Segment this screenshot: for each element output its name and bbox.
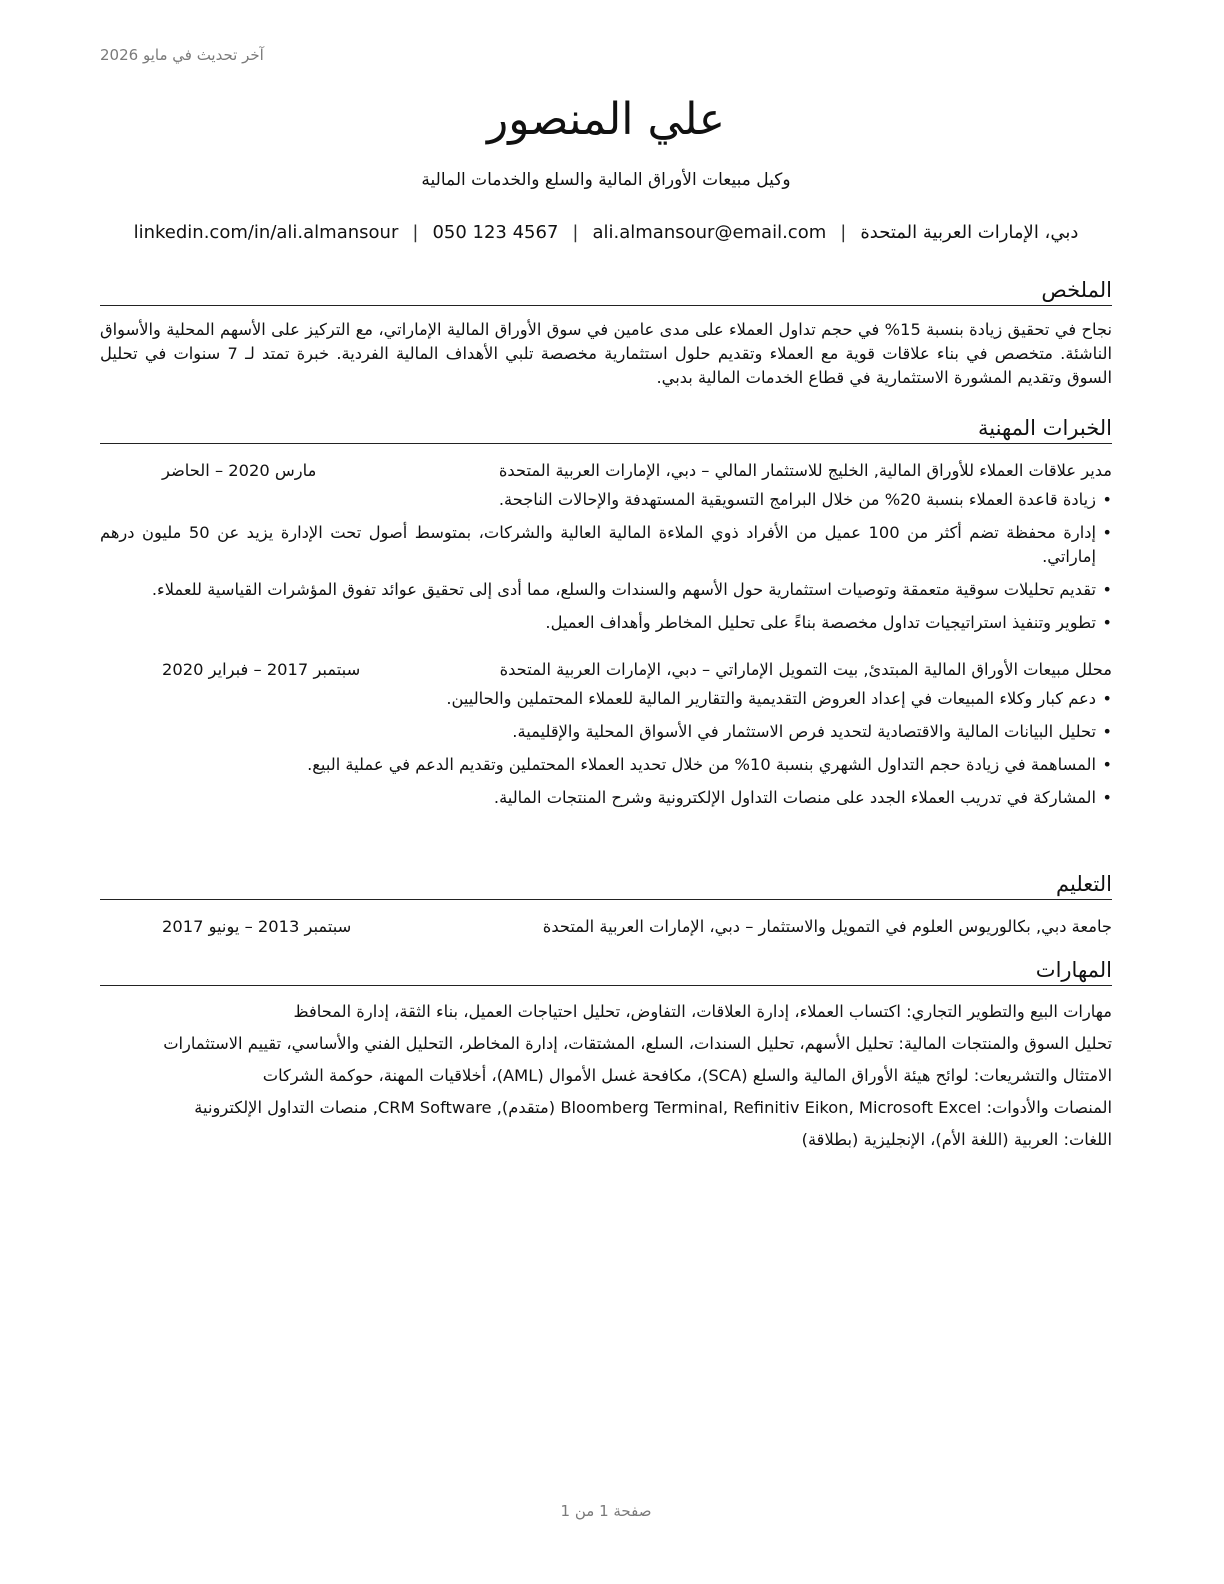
contact-line bbox=[100, 222, 1112, 243]
job-role: مدير علاقات العملاء للأوراق المالية, الخليج للاستثمار المالي – دبي، الإمارات العربية المتحدة bbox=[498, 461, 1112, 480]
list-item: • المساهمة في زيادة حجم التداول الشهري بنسبة 10% من خلال تحديد العملاء المحتملين وتقديم الدعم في عملية البيع. bbox=[100, 753, 1112, 777]
job-bullets bbox=[100, 488, 1112, 635]
education-degree: جامعة دبي, بكالوريوس العلوم في التمويل والاستثمار – دبي، الإمارات العربية المتحدة bbox=[542, 917, 1112, 936]
summary-section bbox=[100, 276, 1112, 390]
job-header bbox=[100, 458, 1112, 484]
job-bullets bbox=[100, 687, 1112, 810]
contact-separator: | bbox=[840, 222, 847, 243]
page-number: صفحة 1 من 1 bbox=[560, 1502, 652, 1520]
education-heading: التعليم bbox=[100, 870, 1112, 900]
list-item: • تطوير وتنفيذ استراتيجيات تداول مخصصة بناءً على تحليل المخاطر وأهداف العميل. bbox=[100, 611, 1112, 635]
list-item: • تقديم تحليلات سوقية متعمقة وتوصيات استثمارية حول الأسهم والسندات والسلع، مما أدى إلى تحقيق عوائد تفوق المؤشرات القياسية للعملاء. bbox=[100, 578, 1112, 602]
skill-line: مهارات البيع والتطوير التجاري: اكتساب العملاء، إدارة العلاقات، التفاوض، تحليل احتياجات العميل، بناء الثقة، إدارة المحافظ bbox=[293, 1002, 1112, 1021]
skills-heading: المهارات bbox=[100, 956, 1112, 986]
contact-linkedin[interactable]: linkedin.com/in/ali.almansour bbox=[133, 222, 399, 243]
last-updated: آخر تحديث في مايو 2026 bbox=[100, 46, 264, 64]
education-entry bbox=[100, 914, 1112, 940]
education-dates: سبتمبر 2013 – يونيو 2017 bbox=[162, 917, 352, 936]
list-item: • المشاركة في تدريب العملاء الجدد على منصات التداول الإلكترونية وشرح المنتجات المالية. bbox=[100, 786, 1112, 810]
candidate-name: علي المنصور bbox=[487, 94, 725, 145]
job-role: محلل مبيعات الأوراق المالية المبتدئ, بيت التمويل الإماراتي – دبي، الإمارات العربية المتحدة bbox=[499, 660, 1112, 679]
list-item: • تحليل البيانات المالية والاقتصادية لتحديد فرص الاستثمار في الأسواق المحلية والإقليمية. bbox=[100, 720, 1112, 744]
contact-separator: | bbox=[572, 222, 579, 243]
job-dates: مارس 2020 – الحاضر bbox=[162, 461, 317, 480]
skill-line: اللغات: العربية (اللغة الأم)، الإنجليزية (بطلاقة) bbox=[801, 1130, 1112, 1149]
job-entry bbox=[100, 657, 1112, 810]
job-dates: سبتمبر 2017 – فبراير 2020 bbox=[162, 660, 361, 679]
resume-page bbox=[100, 0, 1112, 1584]
skill-line: الامتثال والتشريعات: لوائح هيئة الأوراق المالية والسلع (SCA)، مكافحة غسل الأموال (AML)، أخلاقيات المهنة، حوكمة الشركات bbox=[262, 1066, 1112, 1085]
job-header bbox=[100, 657, 1112, 683]
experience-section bbox=[100, 414, 1112, 819]
contact-separator: | bbox=[412, 222, 419, 243]
skills-list bbox=[100, 1000, 1112, 1152]
contact-phone: 050 123 4567 bbox=[432, 222, 559, 243]
skills-section bbox=[100, 956, 1112, 1160]
candidate-title: وكيل مبيعات الأوراق المالية والسلع والخدمات المالية bbox=[421, 170, 791, 190]
experience-heading: الخبرات المهنية bbox=[100, 414, 1112, 444]
summary-heading: الملخص bbox=[100, 276, 1112, 306]
list-item: • إدارة محفظة تضم أكثر من 100 عميل من الأفراد ذوي الملاءة المالية العالية والشركات، بمتوسط أصول تحت الإدارة يزيد عن 50 مليون درهم إماراتي. bbox=[100, 521, 1112, 569]
list-item: • زيادة قاعدة العملاء بنسبة 20% من خلال البرامج التسويقية المستهدفة والإحالات الناجحة. bbox=[100, 488, 1112, 512]
skill-line: المنصات والأدوات: Bloomberg Terminal, Refinitiv Eikon, Microsoft Excel (متقدم), CRM Software, منصات التداول الإلكترونية bbox=[194, 1098, 1112, 1117]
education-section bbox=[100, 870, 1112, 940]
skill-line: تحليل السوق والمنتجات المالية: تحليل الأسهم، تحليل السندات، السلع، المشتقات، إدارة المخاطر، التحليل الفني والأساسي، تقييم الاستثمارات bbox=[163, 1034, 1112, 1053]
list-item: • دعم كبار وكلاء المبيعات في إعداد العروض التقديمية والتقارير المالية للعملاء المحتملين والحاليين. bbox=[100, 687, 1112, 711]
contact-email[interactable]: ali.almansour@email.com bbox=[592, 222, 827, 243]
contact-location: دبي، الإمارات العربية المتحدة bbox=[860, 222, 1079, 243]
job-entry bbox=[100, 458, 1112, 635]
summary-text: نجاح في تحقيق زيادة بنسبة 15% في حجم تداول العملاء على مدى عامين في سوق الأوراق المالية الإماراتي، مع التركيز على الأسهم المحلية والأسواق الناشئة. متخصص في بناء علاقات قوية مع العملاء وتقديم حلول استثمارية مخصصة تلبي الأهداف المالية الفردية. خبرة تمتد لـ 7 سنوات في تحليل السوق وتقديم المشورة الاستثمارية في قطاع الخدمات المالية بدبي. bbox=[100, 320, 1112, 387]
